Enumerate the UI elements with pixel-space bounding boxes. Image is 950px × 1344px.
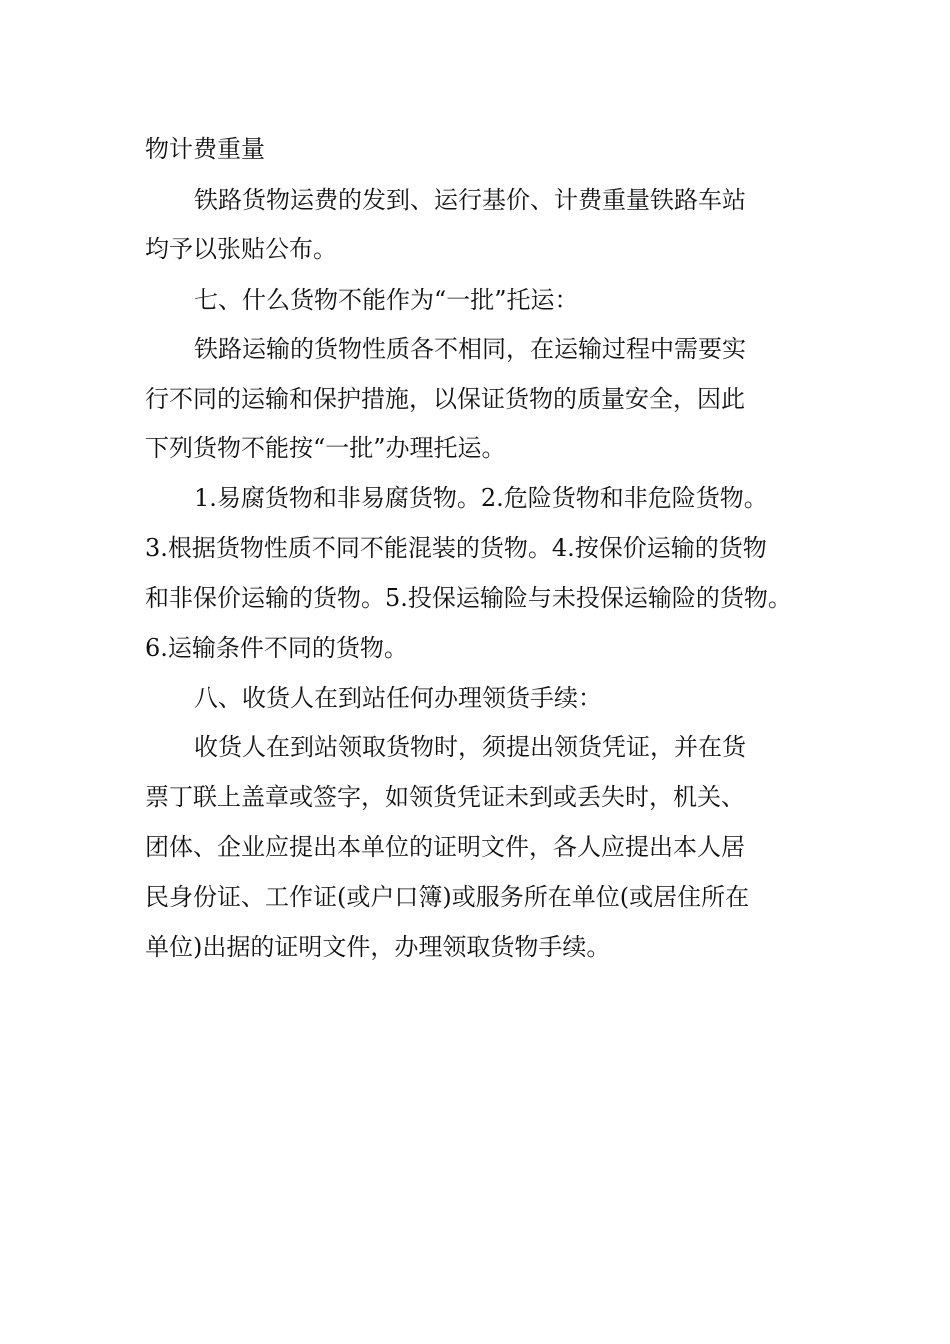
text-line: 1.易腐货物和非易腐货物。2.危险货物和非危险货物。 (194, 484, 768, 512)
text-line: 均予以张贴公布。 (145, 235, 337, 263)
text-line: 票丁联上盖章或签字，如领货凭证未到或丢失时，机关、 (145, 783, 745, 811)
text-line: 和非保价运输的货物。5.投保运输险与未投保运输险的货物。 (145, 584, 792, 612)
section-heading: 七、什么货物不能作为“一批”托运： (194, 286, 579, 314)
text-line: 铁路运输的货物性质各不相同，在运输过程中需要实 (194, 335, 746, 363)
text-line: 团体、企业应提出本单位的证明文件，各人应提出本人居 (145, 833, 745, 861)
text-line: 行不同的运输和保护措施，以保证货物的质量安全，因此 (145, 385, 745, 413)
text-line: 单位)出据的证明文件，办理领取货物手续。 (145, 933, 611, 961)
text-line: 3.根据货物性质不同不能混装的货物。4.按保价运输的货物 (145, 534, 767, 562)
text-line: 下列货物不能按“一批”办理托运。 (145, 434, 506, 462)
text-line: 收货人在到站领取货物时，须提出领货凭证，并在货 (194, 733, 746, 761)
text-line: 民身份证、工作证(或户口簿)或服务所在单位(或居住所在 (145, 883, 750, 911)
text-line: 物计费重量 (145, 135, 265, 163)
text-line: 铁路货物运费的发到、运行基价、计费重量铁路车站 (194, 186, 746, 214)
section-heading: 八、收货人在到站任何办理领货手续： (194, 684, 602, 712)
text-line: 6.运输条件不同的货物。 (145, 634, 408, 662)
